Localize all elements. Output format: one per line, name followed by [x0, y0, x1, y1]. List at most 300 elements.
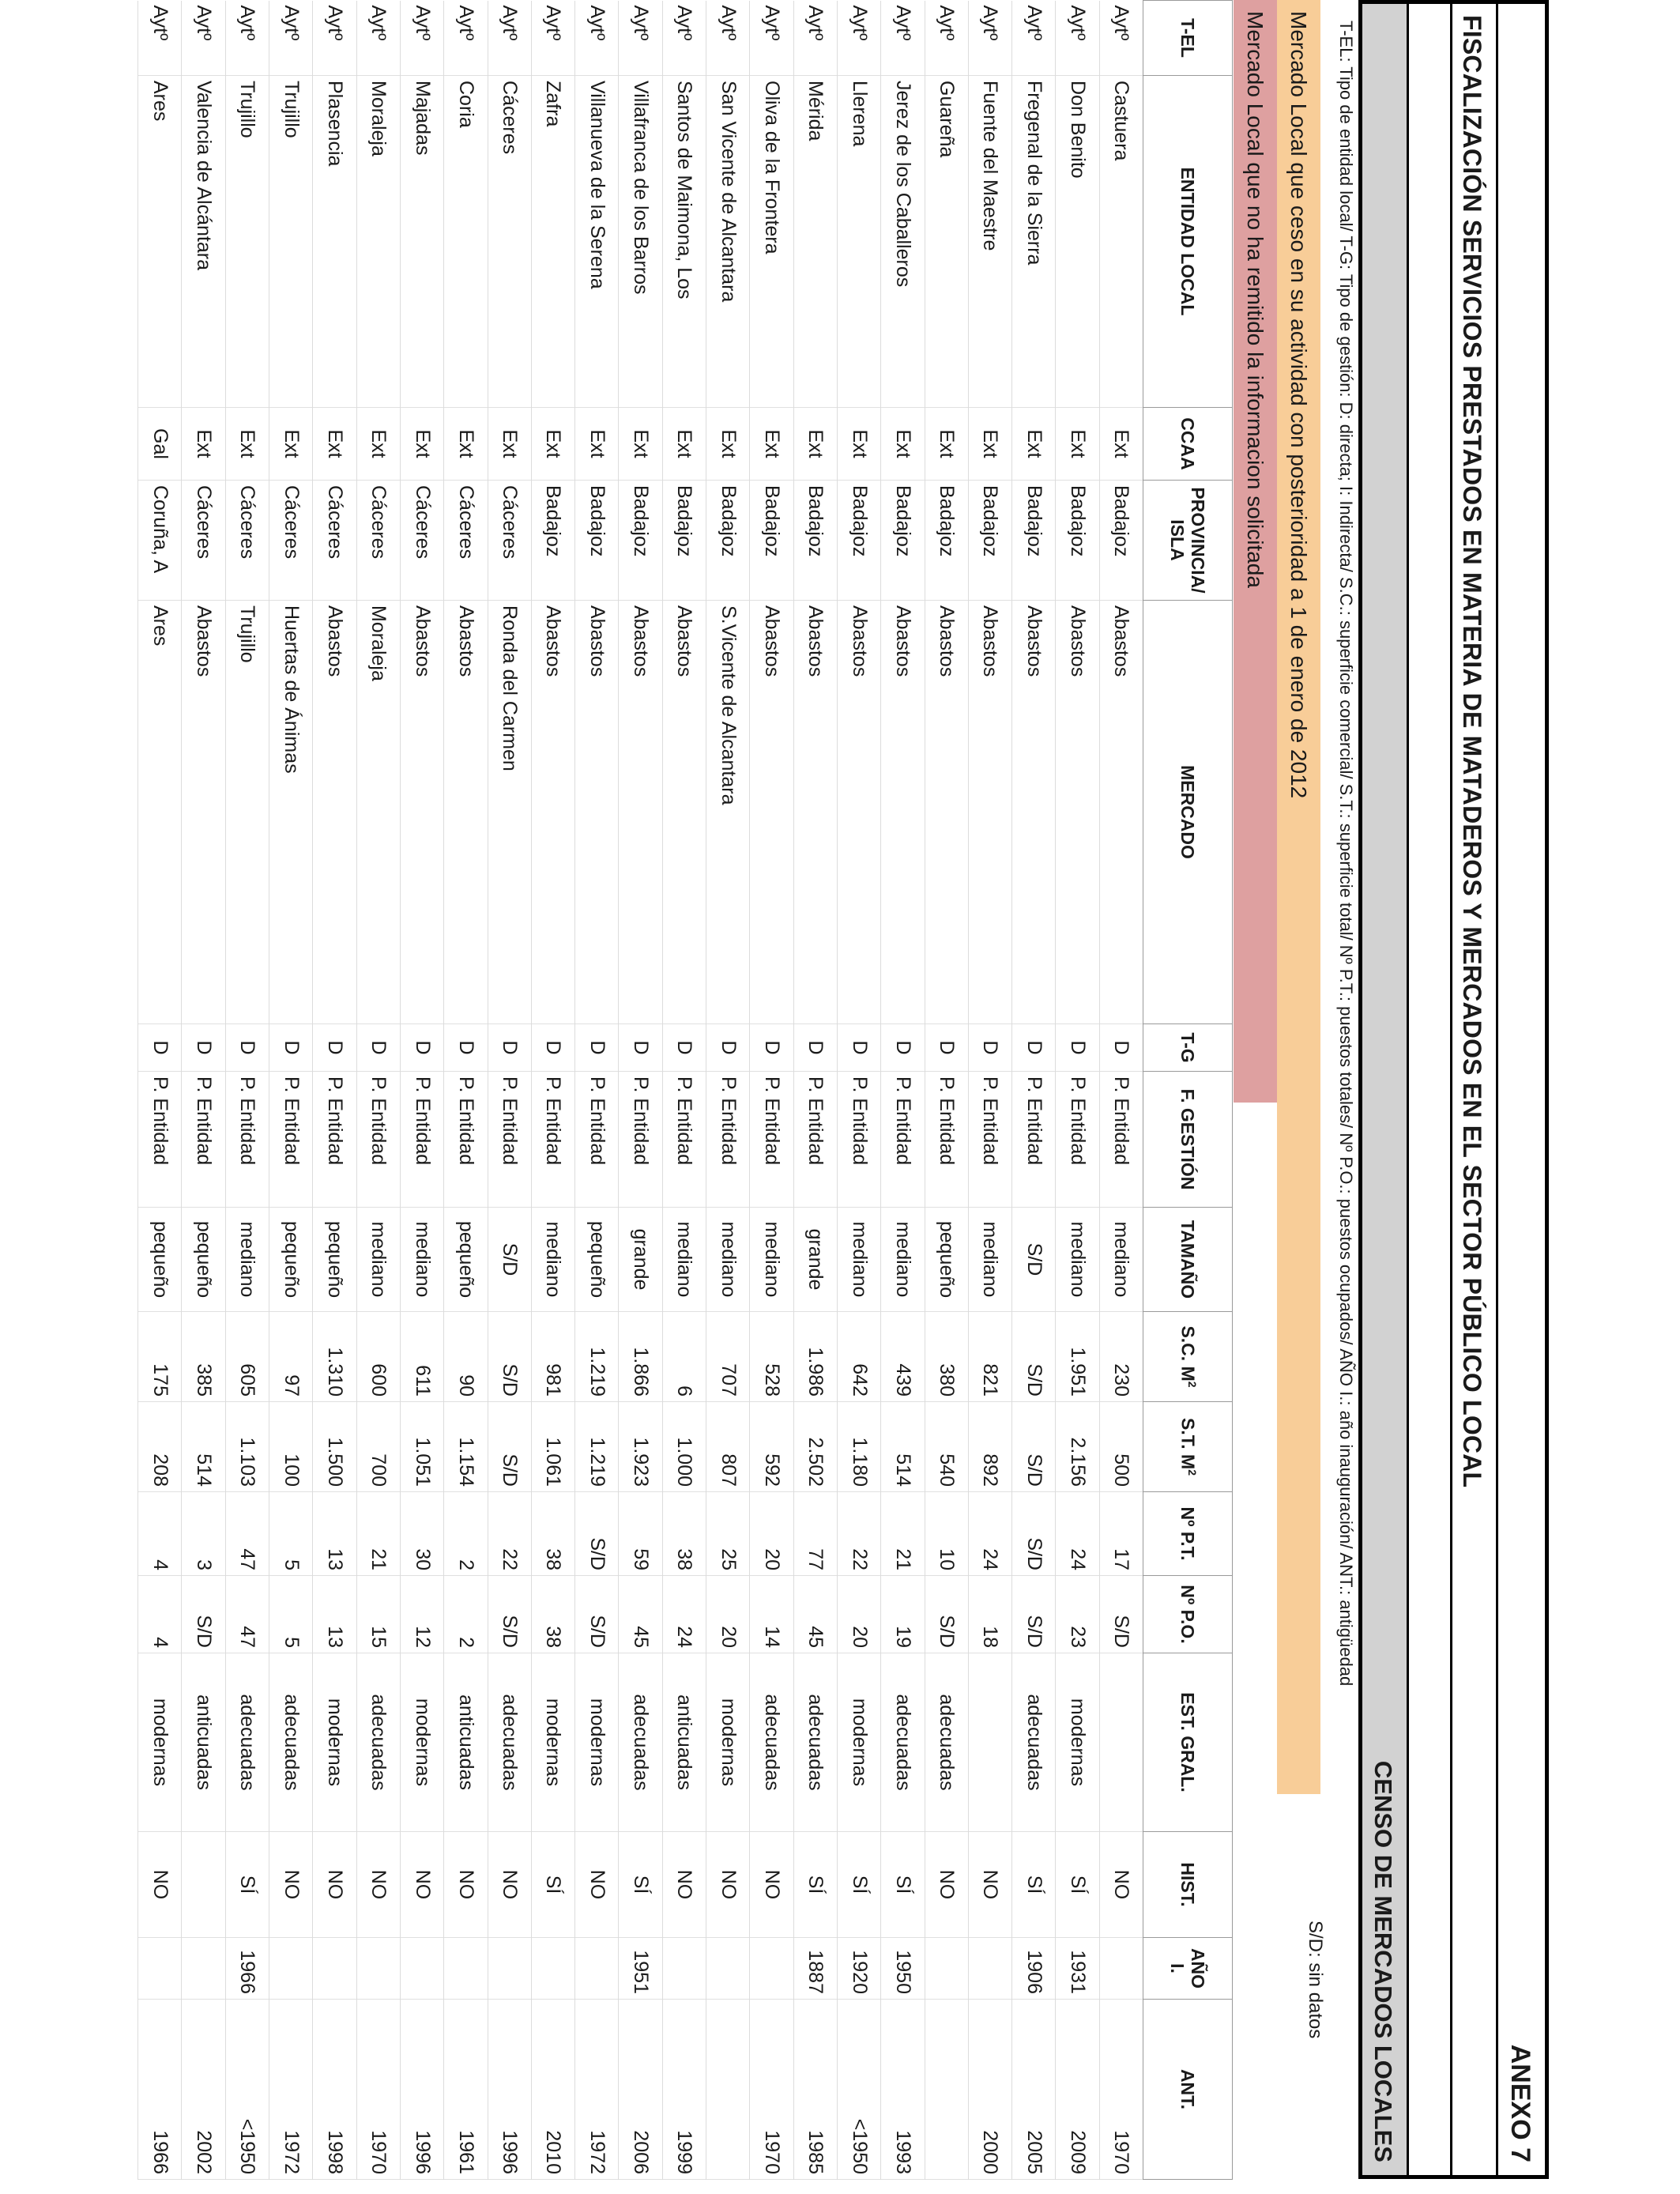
cell-tg: D — [881, 1024, 925, 1072]
cell-st: 514 — [881, 1402, 925, 1492]
cell-entidad: Mérida — [793, 76, 837, 408]
cell-npt: 77 — [793, 1492, 837, 1576]
cell-npo: S/D — [575, 1576, 619, 1653]
cell-tg: D — [1056, 1024, 1099, 1072]
cell-ant: 2002 — [182, 2000, 225, 2180]
cell-ccaa: Gal — [138, 408, 182, 481]
cell-tg: D — [575, 1024, 619, 1072]
cell-mercado: Trujillo — [225, 601, 269, 1024]
cell-gestion: P. Entidad — [619, 1072, 662, 1208]
cell-ant: 1961 — [444, 2000, 488, 2180]
cell-ccaa: Ext — [662, 408, 706, 481]
cell-hist: NO — [400, 1832, 443, 1938]
table-row — [269, 1, 313, 2180]
cell-sc: 1.310 — [313, 1312, 356, 1402]
cell-npt: 3 — [182, 1492, 225, 1576]
cell-sc: 528 — [750, 1312, 793, 1402]
cell-st: 1.180 — [837, 1402, 880, 1492]
cell-mercado: Abastos — [575, 601, 619, 1024]
cell-npo: 23 — [1056, 1576, 1099, 1653]
cell-sc: 6 — [662, 1312, 706, 1402]
cell-anio: 1887 — [793, 1938, 837, 2000]
cell-npt: 25 — [706, 1492, 750, 1576]
cell-st: 1.219 — [575, 1402, 619, 1492]
cell-hist: NO — [575, 1832, 619, 1938]
cell-tel: Aytº — [182, 1, 225, 76]
cell-hist: SÍ — [619, 1832, 662, 1938]
cell-provincia: Cáceres — [269, 481, 313, 601]
cell-npo: 45 — [793, 1576, 837, 1653]
cell-gestion: P. Entidad — [750, 1072, 793, 1208]
cell-provincia: Cáceres — [444, 481, 488, 601]
table-row — [881, 1, 925, 2180]
cell-ant: 1985 — [793, 2000, 837, 2180]
cell-provincia: Badajoz — [750, 481, 793, 601]
cell-entidad: Llerena — [837, 76, 880, 408]
cell-provincia: Badajoz — [925, 481, 968, 601]
cell-ant — [925, 2000, 968, 2180]
cell-sc: 439 — [881, 1312, 925, 1402]
cell-hist: NO — [269, 1832, 313, 1938]
cell-ccaa: Ext — [925, 408, 968, 481]
col-sc-header — [1143, 1312, 1233, 1402]
cell-gestion: P. Entidad — [706, 1072, 750, 1208]
cell-anio: 1931 — [1056, 1938, 1099, 2000]
cell-entidad: Cáceres — [488, 76, 531, 408]
cell-estado: adecuadas — [619, 1653, 662, 1832]
cell-provincia: Cáceres — [356, 481, 400, 601]
table-row — [575, 1, 619, 2180]
cell-estado: modernas — [837, 1653, 880, 1832]
cell-provincia: Badajoz — [881, 481, 925, 601]
table-row — [356, 1, 400, 2180]
cell-mercado: Abastos — [968, 601, 1011, 1024]
col-tamano-header: TAMAÑO — [1143, 1208, 1233, 1312]
cell-ccaa: Ext — [881, 408, 925, 481]
col-entidad-header: ENTIDAD LOCAL — [1143, 76, 1233, 408]
cell-ccaa: Ext — [269, 408, 313, 481]
table-body — [138, 1, 1143, 2180]
cell-st: 1.051 — [400, 1402, 443, 1492]
table-row — [400, 1, 443, 2180]
cell-provincia: Badajoz — [837, 481, 880, 601]
cell-sc: 1.219 — [575, 1312, 619, 1402]
cell-provincia: Cáceres — [488, 481, 531, 601]
cell-estado: adecuadas — [881, 1653, 925, 1832]
col-gestion-header: F. GESTIÓN — [1143, 1072, 1233, 1208]
table-row — [837, 1, 880, 2180]
cell-tel: Aytº — [225, 1, 269, 76]
cell-provincia: Badajoz — [1099, 481, 1143, 601]
cell-tg: D — [750, 1024, 793, 1072]
cell-provincia: Badajoz — [968, 481, 1011, 601]
cell-entidad: Zafra — [531, 76, 574, 408]
cell-ccaa: Ext — [619, 408, 662, 481]
section-title: CENSO DE MERCADOS LOCALES — [1369, 1760, 1397, 2162]
cell-npo: 24 — [662, 1576, 706, 1653]
cell-entidad: Villanueva de la Serena — [575, 76, 619, 408]
cell-tg: D — [706, 1024, 750, 1072]
cell-tel: Aytº — [356, 1, 400, 76]
cell-tel: Aytº — [400, 1, 443, 76]
cell-npo: S/D — [488, 1576, 531, 1653]
cell-ccaa: Ext — [313, 408, 356, 481]
cell-ant: 1996 — [488, 2000, 531, 2180]
cell-tg: D — [313, 1024, 356, 1072]
cell-tel: Aytº — [1012, 1, 1056, 76]
cell-mercado: Ares — [138, 601, 182, 1024]
document-title: FISCALIZACIÓN SERVICIOS PRESTADOS EN MATERIA DE MATADEROS Y MERCADOS EN EL SECTOR PÚBLICO LOCAL — [1458, 15, 1486, 1488]
cell-npo: 14 — [750, 1576, 793, 1653]
cell-ccaa: Ext — [706, 408, 750, 481]
cell-estado: adecuadas — [750, 1653, 793, 1832]
cell-ccaa: Ext — [400, 408, 443, 481]
cell-npt: 22 — [837, 1492, 880, 1576]
cell-tg: D — [356, 1024, 400, 1072]
cell-gestion: P. Entidad — [662, 1072, 706, 1208]
cell-ant: 2005 — [1012, 2000, 1056, 2180]
cell-gestion: P. Entidad — [356, 1072, 400, 1208]
cell-npo: 19 — [881, 1576, 925, 1653]
cell-anio — [444, 1938, 488, 2000]
cell-tg: D — [269, 1024, 313, 1072]
cell-anio — [575, 1938, 619, 2000]
table-row — [925, 1, 968, 2180]
cell-ant: 2009 — [1056, 2000, 1099, 2180]
cell-entidad: Moraleja — [356, 76, 400, 408]
title-row — [1450, 4, 1496, 2175]
cell-gestion: P. Entidad — [793, 1072, 837, 1208]
cell-st: S/D — [488, 1402, 531, 1492]
cell-npt: 5 — [269, 1492, 313, 1576]
cell-ccaa: Ext — [1099, 408, 1143, 481]
table-row — [225, 1, 269, 2180]
cell-hist: SÍ — [225, 1832, 269, 1938]
cell-npt: 47 — [225, 1492, 269, 1576]
cell-tamano: S/D — [488, 1208, 531, 1312]
cell-tamano: S/D — [1012, 1208, 1056, 1312]
cell-npt: 17 — [1099, 1492, 1143, 1576]
cell-tel: Aytº — [968, 1, 1011, 76]
cell-sc: 642 — [837, 1312, 880, 1402]
cell-sc: 385 — [182, 1312, 225, 1402]
cell-npo: S/D — [1012, 1576, 1056, 1653]
cell-sc: 90 — [444, 1312, 488, 1402]
cell-st: 2.502 — [793, 1402, 837, 1492]
table-row — [750, 1, 793, 2180]
cell-tamano: pequeño — [925, 1208, 968, 1312]
cell-ant: 2006 — [619, 2000, 662, 2180]
cell-npt: 21 — [881, 1492, 925, 1576]
cell-hist — [182, 1832, 225, 1938]
cell-npo: S/D — [925, 1576, 968, 1653]
cell-tamano: mediano — [968, 1208, 1011, 1312]
table-row — [1099, 1, 1143, 2180]
cell-ant: 1970 — [1099, 2000, 1143, 2180]
cell-mercado: Abastos — [1099, 601, 1143, 1024]
cell-sc: S/D — [488, 1312, 531, 1402]
cell-provincia: Cáceres — [182, 481, 225, 601]
cell-hist: NO — [662, 1832, 706, 1938]
cell-mercado: Abastos — [182, 601, 225, 1024]
cell-tel: Aytº — [313, 1, 356, 76]
cell-npo: 13 — [313, 1576, 356, 1653]
cell-gestion: P. Entidad — [575, 1072, 619, 1208]
cell-npt: 4 — [138, 1492, 182, 1576]
cell-entidad: Fuente del Maestre — [968, 76, 1011, 408]
cell-tamano: mediano — [837, 1208, 880, 1312]
cell-ant: 2000 — [968, 2000, 1011, 2180]
table-header-row — [1143, 1, 1233, 2180]
cell-entidad: Coria — [444, 76, 488, 408]
cell-st: 592 — [750, 1402, 793, 1492]
cell-provincia: Cáceres — [400, 481, 443, 601]
cell-mercado: Moraleja — [356, 601, 400, 1024]
cell-tamano: mediano — [881, 1208, 925, 1312]
cell-tamano: mediano — [706, 1208, 750, 1312]
cell-hist: SÍ — [531, 1832, 574, 1938]
cell-sc: 707 — [706, 1312, 750, 1402]
cell-anio: 1966 — [225, 1938, 269, 2000]
table-row — [619, 1, 662, 2180]
cell-sc: 230 — [1099, 1312, 1143, 1402]
cell-mercado: Abastos — [881, 601, 925, 1024]
cell-estado: modernas — [531, 1653, 574, 1832]
cell-entidad: Trujillo — [225, 76, 269, 408]
cell-estado: adecuadas — [225, 1653, 269, 1832]
cell-tel: Aytº — [575, 1, 619, 76]
cell-ant: <1950 — [225, 2000, 269, 2180]
cell-tg: D — [182, 1024, 225, 1072]
cell-gestion: P. Entidad — [269, 1072, 313, 1208]
cell-st: 1.154 — [444, 1402, 488, 1492]
table-row — [706, 1, 750, 2180]
cell-estado: adecuadas — [793, 1653, 837, 1832]
cell-st: 208 — [138, 1402, 182, 1492]
cell-anio — [269, 1938, 313, 2000]
legend-ceased-market — [1277, 0, 1320, 1794]
cell-tamano: pequeño — [575, 1208, 619, 1312]
sc-header-exp: 2 — [1185, 1381, 1199, 1388]
cell-ccaa: Ext — [575, 408, 619, 481]
cell-tamano: mediano — [356, 1208, 400, 1312]
cell-npt: 24 — [968, 1492, 1011, 1576]
col-npt-header: Nº P.T. — [1143, 1492, 1233, 1576]
cell-ant: 1970 — [750, 2000, 793, 2180]
abbreviations-legend: T-EL: Tipo de entidad local/ T-G: Tipo de gestión: D: directa; I: Indirecta/ S.C.: superficie comercial/ S.T.: superficie total/ Nº P.T.: puestos totales/ Nº P.O.: puestos ocupados/ AÑO I.: año inauguración/ ANT.: antigüedad — [1336, 21, 1356, 1687]
cell-tel: Aytº — [881, 1, 925, 76]
cell-mercado: Abastos — [313, 601, 356, 1024]
cell-ccaa: Ext — [1012, 408, 1056, 481]
cell-tel: Aytº — [750, 1, 793, 76]
cell-tg: D — [662, 1024, 706, 1072]
cell-gestion: P. Entidad — [225, 1072, 269, 1208]
cell-tamano: mediano — [1099, 1208, 1143, 1312]
cell-hist: SÍ — [1012, 1832, 1056, 1938]
cell-st: 1.000 — [662, 1402, 706, 1492]
cell-tg: D — [444, 1024, 488, 1072]
cell-anio — [182, 1938, 225, 2000]
cell-sc: 1.866 — [619, 1312, 662, 1402]
provincia-header-line1: PROVINCIA/ — [1188, 487, 1209, 594]
cell-hist: SÍ — [837, 1832, 880, 1938]
cell-gestion: P. Entidad — [1012, 1072, 1056, 1208]
legend-no-info-market — [1234, 0, 1277, 1103]
cell-npo: 47 — [225, 1576, 269, 1653]
cell-estado: adecuadas — [488, 1653, 531, 1832]
cell-estado: modernas — [706, 1653, 750, 1832]
cell-gestion: P. Entidad — [1099, 1072, 1143, 1208]
cell-sc: 605 — [225, 1312, 269, 1402]
cell-mercado: Abastos — [925, 601, 968, 1024]
cell-npt: 24 — [1056, 1492, 1099, 1576]
cell-npt: 13 — [313, 1492, 356, 1576]
cell-mercado: Abastos — [531, 601, 574, 1024]
cell-gestion: P. Entidad — [531, 1072, 574, 1208]
cell-ant: 1998 — [313, 2000, 356, 2180]
cell-npo: 12 — [400, 1576, 443, 1653]
cell-hist: NO — [706, 1832, 750, 1938]
cell-ant — [706, 2000, 750, 2180]
cell-gestion: P. Entidad — [968, 1072, 1011, 1208]
cell-entidad: Don Benito — [1056, 76, 1099, 408]
cell-st: 2.156 — [1056, 1402, 1099, 1492]
cell-entidad: Oliva de la Frontera — [750, 76, 793, 408]
cell-entidad: San Vicente de Alcantara — [706, 76, 750, 408]
cell-estado: modernas — [1056, 1653, 1099, 1832]
cell-mercado: S.Vicente de Alcantara — [706, 601, 750, 1024]
cell-gestion: P. Entidad — [1056, 1072, 1099, 1208]
cell-tg: D — [793, 1024, 837, 1072]
cell-tel: Aytº — [269, 1, 313, 76]
sc-header-text: S.C. M — [1177, 1325, 1198, 1382]
col-hist-header: HIST. — [1143, 1832, 1233, 1938]
cell-provincia: Coruña, A — [138, 481, 182, 601]
cell-tel: Aytº — [619, 1, 662, 76]
cell-hist: SÍ — [793, 1832, 837, 1938]
cell-gestion: P. Entidad — [313, 1072, 356, 1208]
cell-npo: S/D — [182, 1576, 225, 1653]
cell-anio: 1906 — [1012, 1938, 1056, 2000]
cell-estado — [968, 1653, 1011, 1832]
cell-estado: modernas — [138, 1653, 182, 1832]
cell-tel: Aytº — [706, 1, 750, 76]
table-row — [662, 1, 706, 2180]
cell-tel: Aytº — [793, 1, 837, 76]
col-provincia-header — [1143, 481, 1233, 601]
st-header-exp: 2 — [1185, 1469, 1199, 1476]
cell-ccaa: Ext — [488, 408, 531, 481]
cell-anio — [531, 1938, 574, 2000]
cell-hist: NO — [925, 1832, 968, 1938]
cell-estado: modernas — [575, 1653, 619, 1832]
cell-npo: 20 — [837, 1576, 880, 1653]
cell-npt: 38 — [531, 1492, 574, 1576]
table-row — [182, 1, 225, 2180]
cell-gestion: P. Entidad — [488, 1072, 531, 1208]
cell-tg: D — [925, 1024, 968, 1072]
cell-npt: 2 — [444, 1492, 488, 1576]
cell-tg: D — [1012, 1024, 1056, 1072]
cell-anio — [1099, 1938, 1143, 2000]
table-row — [488, 1, 531, 2180]
cell-npt: 20 — [750, 1492, 793, 1576]
cell-sc: 821 — [968, 1312, 1011, 1402]
cell-provincia: Badajoz — [619, 481, 662, 601]
provincia-header-line2: ISLA — [1167, 519, 1188, 561]
cell-entidad: Villafranca de los Barros — [619, 76, 662, 408]
cell-tamano: grande — [619, 1208, 662, 1312]
cell-anio — [313, 1938, 356, 2000]
col-tg-header: T-G — [1143, 1024, 1233, 1072]
col-estado-header: EST. GRAL. — [1143, 1653, 1233, 1832]
cell-anio — [356, 1938, 400, 2000]
cell-st: 1.923 — [619, 1402, 662, 1492]
cell-anio — [488, 1938, 531, 2000]
table-row — [793, 1, 837, 2180]
cell-tel: Aytº — [138, 1, 182, 76]
cell-estado: adecuadas — [1012, 1653, 1056, 1832]
cell-anio — [662, 1938, 706, 2000]
cell-sc: 1.951 — [1056, 1312, 1099, 1402]
cell-gestion: P. Entidad — [182, 1072, 225, 1208]
col-npo-header: Nº P.O. — [1143, 1576, 1233, 1653]
cell-provincia: Badajoz — [531, 481, 574, 601]
cell-anio — [925, 1938, 968, 2000]
sd-note: S/D: sin datos — [1305, 1921, 1326, 2039]
cell-anio — [706, 1938, 750, 2000]
cell-estado: modernas — [400, 1653, 443, 1832]
cell-hist: SÍ — [1056, 1832, 1099, 1938]
annex-label: ANEXO 7 — [1505, 2044, 1535, 2162]
cell-tel: Aytº — [1056, 1, 1099, 76]
cell-ant: 1999 — [662, 2000, 706, 2180]
cell-mercado: Ronda del Carmen — [488, 601, 531, 1024]
cell-mercado: Abastos — [662, 601, 706, 1024]
col-anio-header: AÑO I. — [1143, 1938, 1233, 2000]
cell-mercado: Abastos — [793, 601, 837, 1024]
cell-entidad: Jerez de los Caballeros — [881, 76, 925, 408]
cell-tg: D — [488, 1024, 531, 1072]
cell-entidad: Castuera — [1099, 76, 1143, 408]
cell-sc: 981 — [531, 1312, 574, 1402]
cell-tamano: grande — [793, 1208, 837, 1312]
cell-provincia: Badajoz — [1056, 481, 1099, 601]
cell-hist: SÍ — [881, 1832, 925, 1938]
cell-entidad: Plasencia — [313, 76, 356, 408]
cell-ccaa: Ext — [837, 408, 880, 481]
cell-provincia: Badajoz — [575, 481, 619, 601]
cell-st: 1.061 — [531, 1402, 574, 1492]
cell-hist: NO — [138, 1832, 182, 1938]
table-row — [313, 1, 356, 2180]
cell-estado: modernas — [313, 1653, 356, 1832]
cell-mercado: Abastos — [1056, 601, 1099, 1024]
cell-mercado: Abastos — [1012, 601, 1056, 1024]
table-row — [1056, 1, 1099, 2180]
cell-ccaa: Ext — [356, 408, 400, 481]
cell-ccaa: Ext — [444, 408, 488, 481]
table-row — [138, 1, 182, 2180]
cell-st: 100 — [269, 1402, 313, 1492]
cell-mercado: Abastos — [619, 601, 662, 1024]
cell-estado: anticuadas — [182, 1653, 225, 1832]
cell-sc: 97 — [269, 1312, 313, 1402]
cell-npo: 15 — [356, 1576, 400, 1653]
cell-entidad: Ares — [138, 76, 182, 408]
cell-st: 700 — [356, 1402, 400, 1492]
cell-npt: S/D — [1012, 1492, 1056, 1576]
